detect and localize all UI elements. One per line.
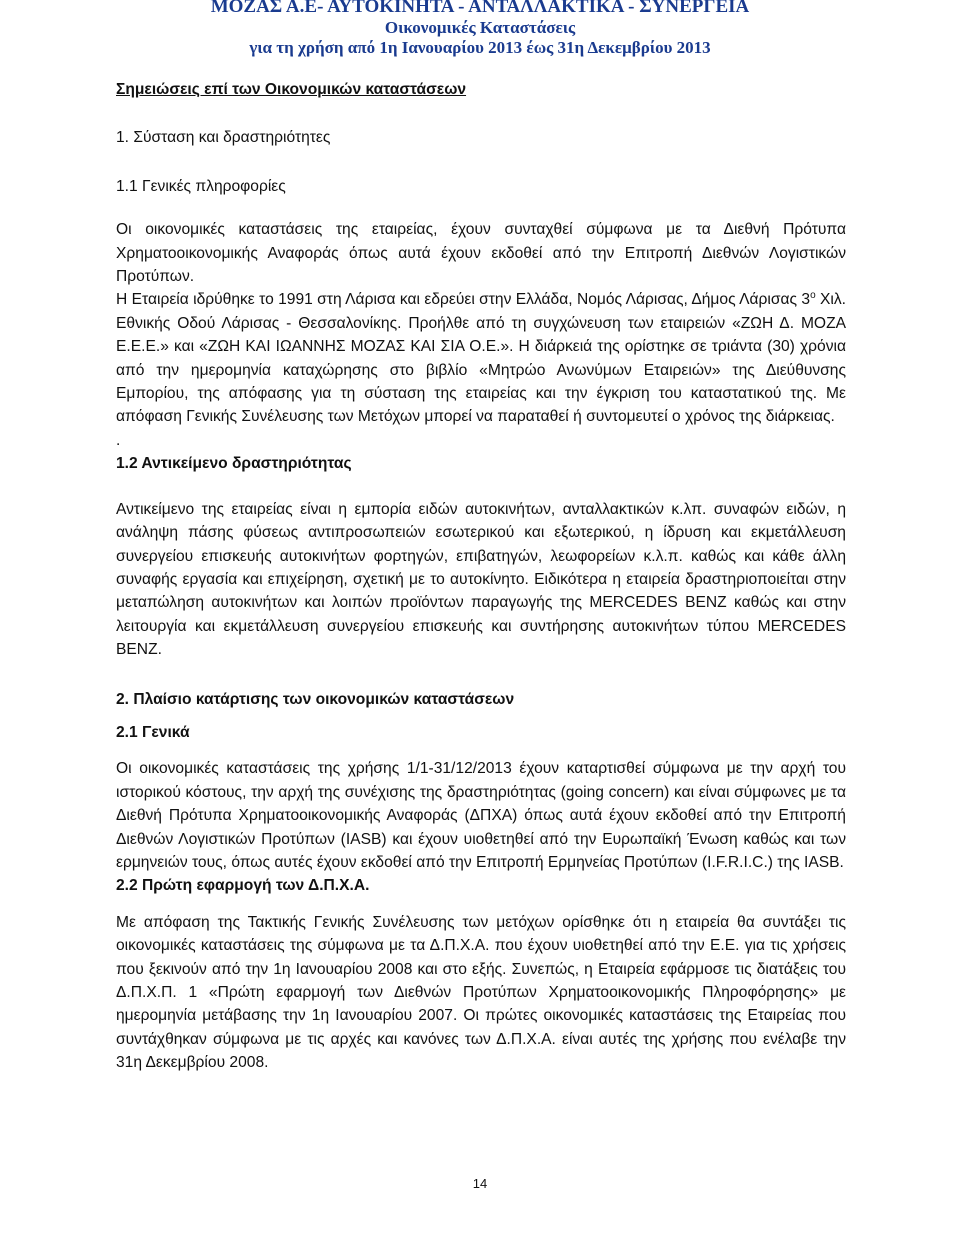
section-1-1-paragraph-2 <box>116 288 846 428</box>
company-title: ΜΟΖΑΣ Α.Ε- ΑΥΤΟΚΙΝΗΤΑ - ΑΝΤΑΛΛΑΚΤΙΚΑ - ΣΥΝΕΡΓΕΙΑ <box>210 0 750 17</box>
ordinal-superscript: ο <box>810 290 816 302</box>
section-1-2-heading: 1.2 Αντικείμενο δραστηριότητας <box>116 455 352 473</box>
section-1-2-paragraph: Αντικείμενο της εταιρείας είναι η εμπορία ειδών αυτοκινήτων, ανταλλακτικών κ.λπ. συναφών ειδών, η ανάληψη πάσης φύσεως αντιπροσωπειών εσωτερικού και εξωτερικού, η ίδρυση και εκμετάλλευση συνεργείου επισκευής αυτοκινήτων φορτηγών, επιβατηγών, λεωφορείων κ.λ.π. καθώς και κάθε άλλη συναφής εργασία και επιχείρηση, σχετική με το αυτοκίνητο. Ειδικότερα η εταιρεία δραστηριοποιείται στην μεταπώληση αυτοκινήτων και λοιπών προϊόντων παραγωγής της MERCEDES BENZ καθώς και στην λειτουργία και εκμετάλλευση συνεργείου επισκευής και συντήρησης αυτοκινήτων τύπου MERCEDES BENZ. <box>116 500 846 659</box>
founding-text: Η Εταιρεία ιδρύθηκε το 1991 στη Λάρισα και εδρεύει στην Ελλάδα, Νομός Λάρισας, Δήμος Λάρισας 3 <box>116 291 811 309</box>
document-body <box>116 78 846 1075</box>
section-2-2-paragraph: Με απόφαση της Τακτικής Γενικής Συνέλευσης των μετόχων ορίσθηκε ότι η εταιρεία θα συντάξει τις οικονομικές καταστάσεις της σύμφωνα με τα Δ.Π.Χ.Α. που έχουν υιοθετηθεί από την Ε.Ε. για τις χρήσεις που ξεκινούν από την 1η Ιανουαρίου 2008 και στο εξής. Συνεπώς, η Εταιρεία εφάρμοσε τις διατάξεις του Δ.Π.Χ.Π. 1 «Πρώτη εφαρμογή των Διεθνών Προτύπων Χρηματοοικονομικής Πληροφόρησης» με ημερομηνία μετάβασης την 1η Ιανουαρίου 2007. Οι πρώτες οικονομικές καταστάσεις της Εταιρείας που συντάχθηκαν σύμφωνα με τις αρχές και κανόνες των Δ.Π.Χ.Α. είναι αυτές της χρήσης που ενέλαβε την 31η Δεκεμβρίου 2008. <box>116 913 846 1072</box>
notes-heading: Σημειώσεις επί των Οικονομικών καταστάσεων <box>116 81 467 98</box>
section-2-1-paragraph: Οι οικονομικές καταστάσεις της χρήσης 1/1-31/12/2013 έχουν καταρτισθεί σύμφωνα με την αρχή του ιστορικού κόστους, την αρχή της συνέχισης της δραστηριότητας (going concern) και είναι σύμφωνες με τα Διεθνή Πρότυπα Χρηματοοικονομικής Αναφοράς (ΔΠΧΑ) όπως αυτά έχουν εκδοθεί από την Επιτροπή Διεθνών Λογιστικών Προτύπων (IASB) και έχουν υιοθετηθεί από την Ευρωπαϊκή Ένωση καθώς και των ερμηνειών τους, όπως αυτές έχουν εκδοθεί από την Επιτροπή Ερμηνείας Προτύπων (I.F.R.I.C.) της IASB. <box>116 760 846 871</box>
section-1-1-heading: 1.1 Γενικές πληροφορίες <box>116 177 286 195</box>
section-2-2-heading: 2.2 Πρώτη εφαρμογή των Δ.Π.Χ.Α. <box>116 877 370 895</box>
section-2-heading: 2. Πλαίσιο κατάρτισης των οικονομικών καταστάσεων <box>116 690 515 708</box>
report-period: για τη χρήση από 1η Ιανουαρίου 2013 έως 31η Δεκεμβρίου 2013 <box>249 38 711 57</box>
section-2-1-heading: 2.1 Γενικά <box>116 723 190 741</box>
section-1-heading: 1. Σύσταση και δραστηριότητες <box>116 129 331 147</box>
report-title: Οικονομικές Καταστάσεις <box>384 18 576 37</box>
stray-dot: . <box>116 431 121 449</box>
section-1-1-paragraph-1: Οι οικονομικές καταστάσεις της εταιρείας, έχουν συνταχθεί σύμφωνα με τα Διεθνή Πρότυπα Χρηματοοικονομικής Αναφοράς όπως αυτά έχουν εκδοθεί από την Επιτροπή Διεθνών Λογιστικών Προτύπων. <box>116 221 846 286</box>
page-number: 14 <box>472 1176 488 1191</box>
founding-text-continued: Χιλ. Εθνικής Οδού Λάρισας - Θεσσαλονίκης. Προήλθε από τη συγχώνευση των εταιρειών «ΖΩΗ Δ. ΜΟΖΑ Ε.Ε.Ε.» και «ΖΩΗ ΚΑΙ ΙΩΑΝΝΗΣ ΜΟΖΑΣ ΚΑΙ ΣΙΑ Ο.Ε.». Η διάρκειά της ορίστηκε σε τριάντα (30) χρόνια από την ημερομηνία καταχώρησης στο βιβλίο «Μητρώο Ανωνύμων Εταιρειών» της Διεύθυνσης Εμπορίου, της απόφασης για τη σύσταση της εταιρείας και την έγκριση του καταστατικού της. Με απόφαση Γενικής Συνέλευσης των Μετόχων μπορεί να παραταθεί ή συντομευτεί ο χρόνος της διάρκειας. <box>116 291 847 426</box>
